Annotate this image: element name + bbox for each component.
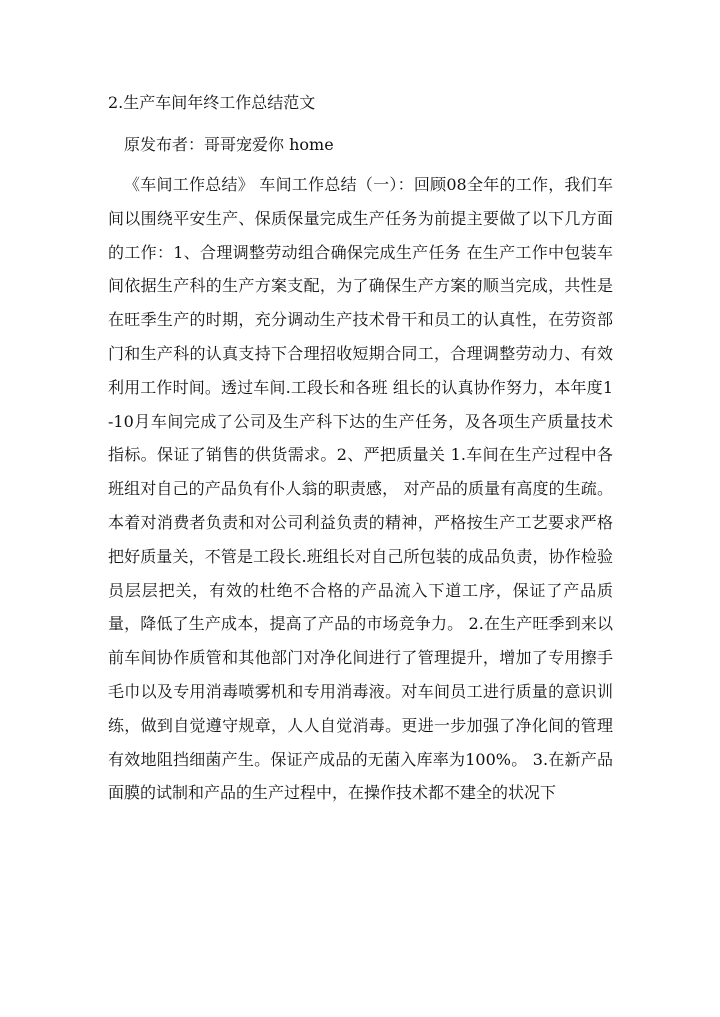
author-line: 原发布者：哥哥宠爱你 home (124, 135, 334, 154)
document-heading: 2.生产车间年终工作总结范文 (108, 93, 316, 112)
body-paragraph: 《车间工作总结》 车间工作总结（一）：回顾08全年的工作，我们车间以围绕平安生产、保质保量完成生产任务为前提主要做了以下几方面的工作：1、合理调整劳动组合确保完成生产任务 在生产工作中包装车间依据生产科的生产方案支配，为了确保生产方案的顺当完成，共性是在旺季生产的时期，充分调动生产技术骨干和员工的认真性，在劳资部门和生产科的认真支持下合理招收短期合同工，合理调整劳动力、有效利用工作时间。透过车间.工段长和各班 组长的认真协作努力，本年度1-10月车间完成了公司及生产科下达的生产任务，及各项生产质量技术指标。保证了销售的供货需求。2、严把质量关 1.车间在生产过程中各班组对自己的产品负有仆人翁的职责感， 对产品的质量有高度的生疏。本着对消费者负责和对公司利益负责的精神，严格按生产工艺要求严格把好质量关，不管是工段长.班组长对自己所包装的成品负责，协作检验员层层把关，有效的杜绝不合格的产品流入下道工序，保证了产品质量，降低了生产成本，提高了产品的市场竞争力。 2.在生产旺季到来以前车间协作质管和其他部门对净化间进行了管理提升，增加了专用擦手毛巾以及专用消毒喷雾机和专用消毒液。对车间员工进行质量的意识训练，做到自觉遵守规章，人人自觉消毒。更进一步加强了净化间的管理有效地阻挡细菌产生。保证产成品的无菌入库率为100%。 3.在新产品面膜的试制和产品的生产过程中，在操作技术都不建全的状况下 (108, 175, 613, 803)
